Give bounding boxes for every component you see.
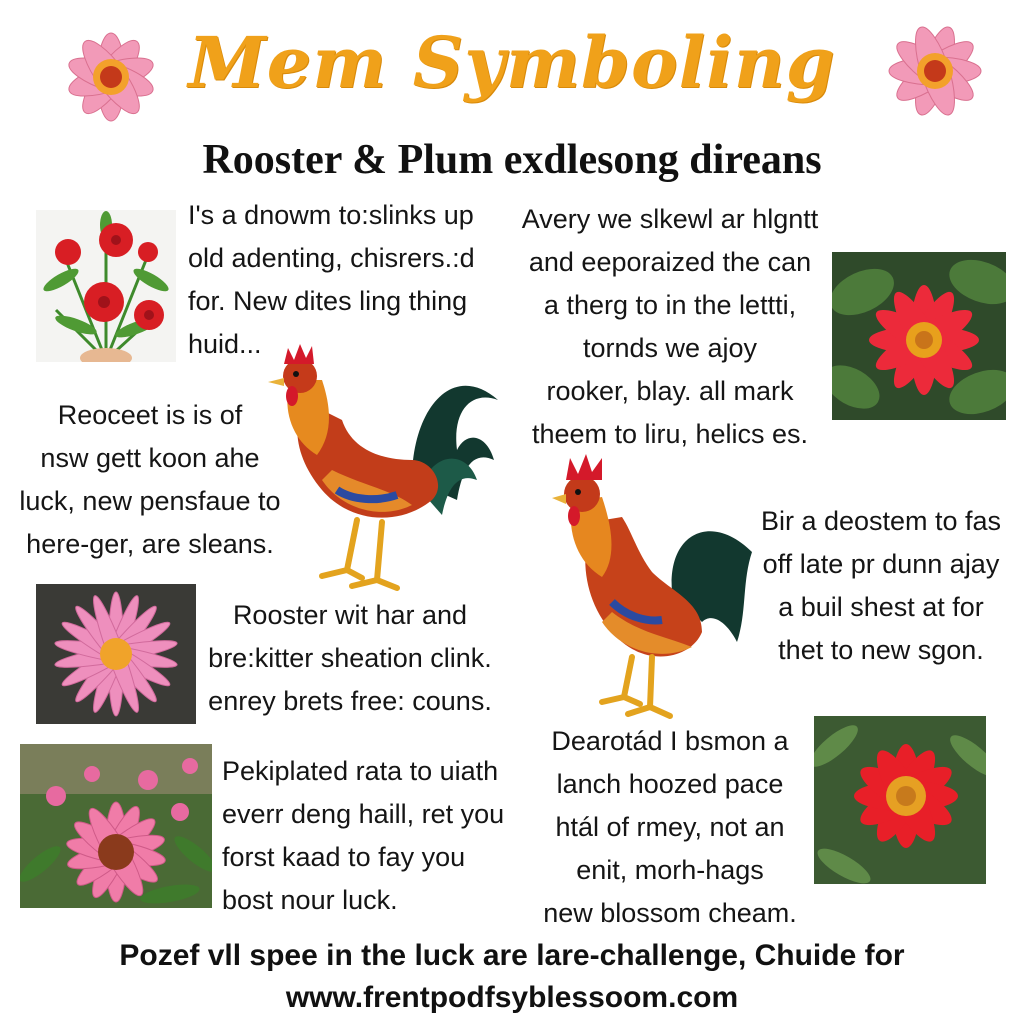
text-line: Dearotád I bsmon a xyxy=(551,726,789,756)
text-line: a therg to in the lettti, xyxy=(543,290,797,320)
text-line: nsw gett koon ahe xyxy=(40,443,260,473)
text-block-mid-right xyxy=(756,500,1006,672)
text-line: and eeporaized the can xyxy=(528,247,812,277)
rooster-illustration-1 xyxy=(262,340,502,596)
text-line: Reoceet is is of xyxy=(57,400,243,430)
rooster-illustration-2 xyxy=(552,452,758,724)
footer-text: Pozef vll spee in the luck are lare-challenge, Chuide for xyxy=(119,939,905,972)
red-flower-bouquet-image xyxy=(36,210,176,362)
text-line: bost nour luck. xyxy=(222,885,398,915)
text-line: enrey brets free: couns. xyxy=(208,686,492,716)
text-line: rooker, blay. all mark xyxy=(546,376,794,406)
text-line: old adenting, chisrers.:d xyxy=(188,243,475,273)
red-daisy-bottom-image xyxy=(814,716,986,884)
text-line: htál of rmey, not an xyxy=(555,812,785,842)
coneflower-garden-image xyxy=(20,744,212,908)
text-block-bottom-right xyxy=(530,720,810,935)
text-block-mid-left xyxy=(10,394,290,566)
page-subtitle: Rooster & Plum exdlesong direans xyxy=(202,137,822,183)
page-title: Mem Symboling xyxy=(188,21,836,104)
text-line: enit, morh-hags xyxy=(576,855,764,885)
text-line: off late pr dunn ajay xyxy=(762,549,1000,579)
text-block-center-left xyxy=(200,594,500,723)
text-line: everr deng haill, ret you xyxy=(222,799,505,829)
text-line: tornds we ajoy xyxy=(582,333,758,363)
text-line: here-ger, are sleans. xyxy=(26,529,274,559)
text-line: forst kaad to fay you xyxy=(222,842,466,872)
text-line: bre:kitter sheation clink. xyxy=(208,643,492,673)
text-line: theem to liru, helics es. xyxy=(531,419,809,449)
text-line: thet to new sgon. xyxy=(778,635,984,665)
text-line: Bir a deostem to fas xyxy=(760,506,1002,536)
red-daisy-image xyxy=(832,252,1006,420)
text-line: lanch hoozed pace xyxy=(556,769,784,799)
text-line: a buil shest at for xyxy=(778,592,984,622)
text-line: Rooster wit har and xyxy=(232,600,468,630)
text-line: luck, new pensfaue to xyxy=(19,486,281,516)
text-block-top-right xyxy=(520,198,820,456)
text-line: new blossom cheam. xyxy=(543,898,797,928)
text-line: Pekiplated rata to uiath xyxy=(222,756,499,786)
text-line: for. New dites ling thing xyxy=(188,286,468,316)
text-line: Avery we slkewl ar hlgntt xyxy=(521,204,819,234)
text-line: huid... xyxy=(188,329,262,359)
text-line: I's a dnowm to:slinks up xyxy=(188,200,474,230)
footer-url-link[interactable]: www.frentpodfsyblessoom.com xyxy=(285,981,739,1014)
text-block-bottom-left xyxy=(222,750,522,922)
pink-daisy-image xyxy=(36,584,196,724)
pink-flower-top-right-icon xyxy=(870,6,1000,136)
text-block-top-left xyxy=(188,194,508,366)
